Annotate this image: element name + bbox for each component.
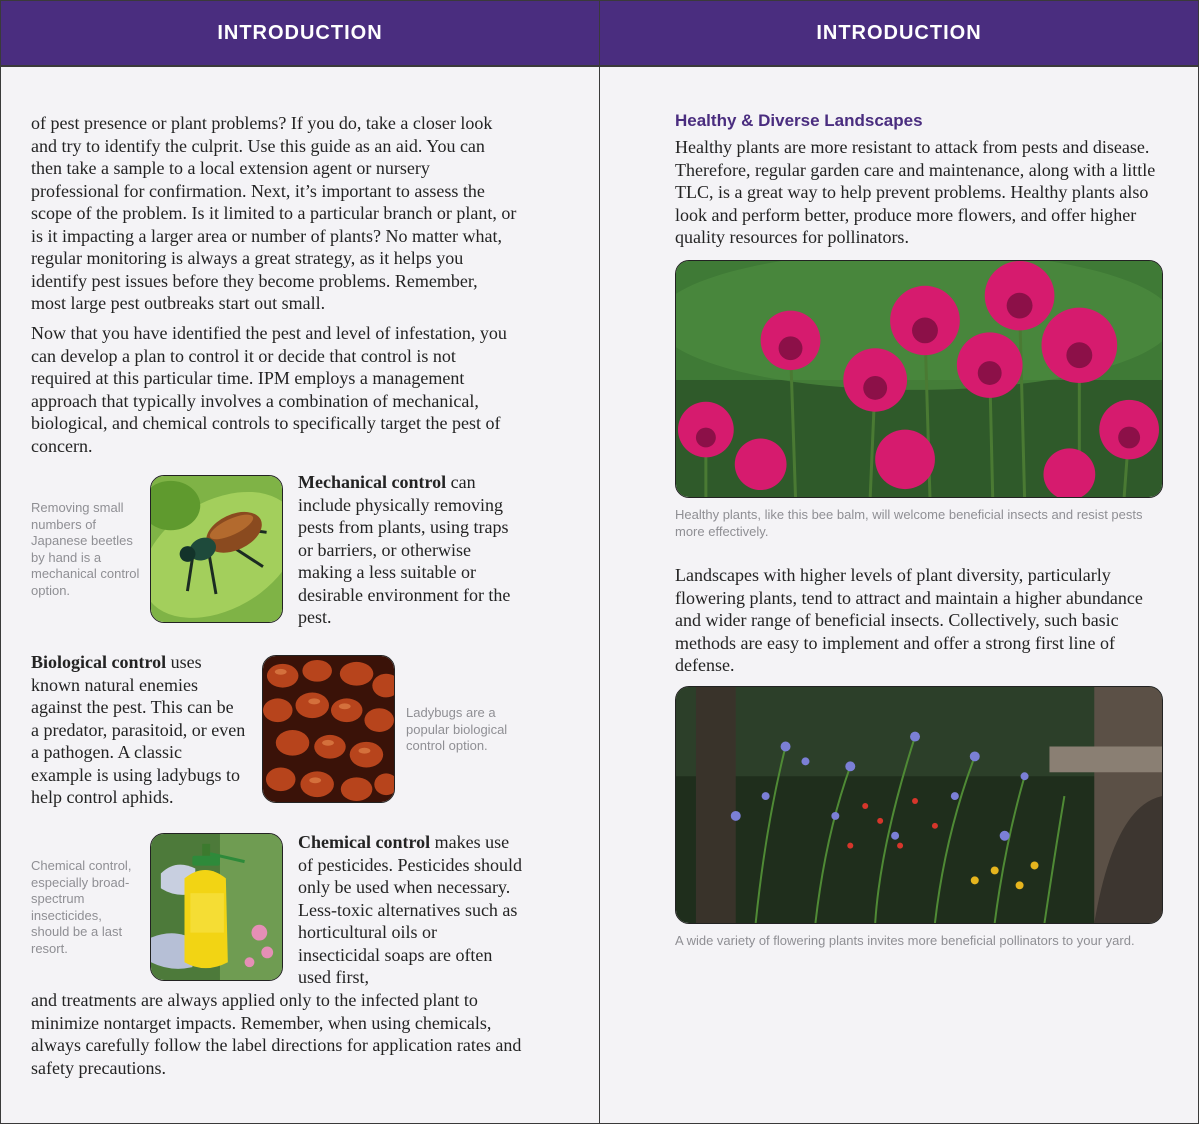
left-paragraph-2: Now that you have identified the pest and level of infestation, you can develop a plan to control it or decide that control is not required at this particular time. IPM employs a management approach that typically involves a combination of mechanical, biological, and chemical controls to specifically target the pest of concern. bbox=[31, 323, 507, 456]
bee-balm-photo bbox=[675, 260, 1163, 498]
japanese-beetle-photo bbox=[150, 475, 283, 623]
right-paragraph-2: Landscapes with higher levels of plant diversity, particularly flowering plants, tend to attract and maintain a higher abundance and wider range of beneficial insects. Collectively, such basic methods are easy to implement and offer a strong first line of defense. bbox=[675, 565, 1143, 675]
chemical-control-text: Chemical control makes use of pesticides. Pesticides should only be used when necessary. Less-toxic alternatives such as horticultural oils or insecticidal soaps are often used first, bbox=[298, 832, 522, 987]
biological-control-text: Biological control uses known natural enemies against the pest. This can be a predator, parasitoid, or even a pathogen. A classic example is using ladybugs to help control aphids. bbox=[31, 652, 246, 807]
mechanical-control-text: Mechanical control can include physically removing pests from plants, using traps or barriers, or otherwise making a less suitable or desirable environment for the pest. bbox=[298, 472, 511, 627]
ladybugs-caption: Ladybugs are a popular biological control option. bbox=[406, 705, 508, 754]
left-page-header: INTRODUCTION bbox=[1, 1, 599, 65]
bee-balm-caption: Healthy plants, like this bee balm, will welcome beneficial insects and resist pests more effectively. bbox=[675, 507, 1143, 539]
sprayer-photo bbox=[150, 833, 283, 981]
right-page bbox=[599, 0, 1199, 1124]
beetle-caption: Removing small numbers of Japanese beetles by hand is a mechanical control option. bbox=[31, 500, 140, 598]
ladybugs-photo bbox=[262, 655, 395, 803]
left-paragraph-1: of pest presence or plant problems? If you do, take a closer look and try to identify the culprit. Use this guide as an aid. You can then take a sample to a local extension agent or nursery professional for confirmation. Next, it’s important to assess the scope of the problem. Is it limited to a particular branch or plant, or is it impacting a larger area or number of plants? No matter what, regular monitoring is always a great strategy, as it helps you identify pest issues before they become problems. Remember, most large pest outbreaks start out small. bbox=[31, 113, 517, 313]
garden-caption: A wide variety of flowering plants invites more beneficial pollinators to your yard. bbox=[675, 933, 1135, 948]
right-page-header: INTRODUCTION bbox=[600, 1, 1198, 65]
right-paragraph-1: Healthy plants are more resistant to attack from pests and disease. Therefore, regular garden care and maintenance, along with a little TLC, is a great way to help prevent problems. Healthy plants also look and perform better, produce more flowers, and offer higher quality resources for pollinators. bbox=[675, 137, 1156, 247]
chemical-control-continuation: and treatments are always applied only to the infected plant to minimize nontarget impacts. Remember, when using chemicals, always carefully follow the label directions for application rates and safety precautions. bbox=[31, 990, 522, 1078]
section-subhead: Healthy & Diverse Landscapes bbox=[675, 111, 923, 130]
sprayer-caption: Chemical control, especially broad-spectrum insecticides, should be a last resort. bbox=[31, 858, 132, 956]
garden-photo bbox=[675, 686, 1163, 924]
